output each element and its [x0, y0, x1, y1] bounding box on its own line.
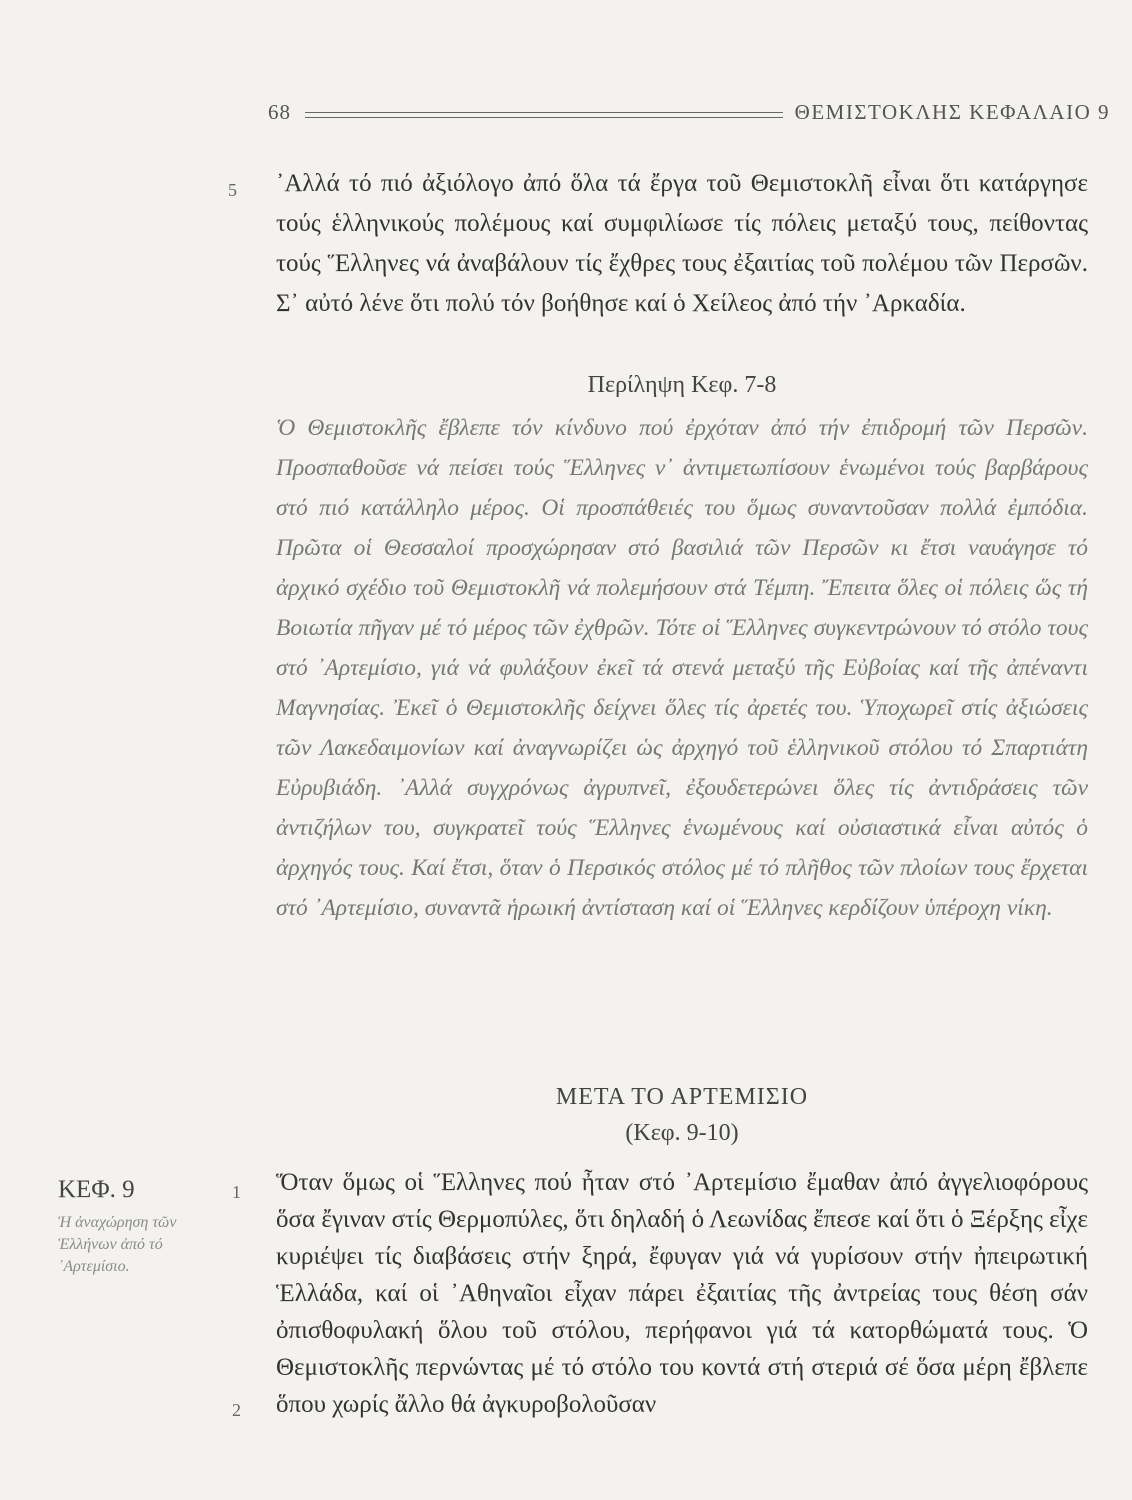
summary-paragraph: Ὁ Θεμιστοκλῆς ἔβλεπε τόν κίνδυνο πού ἐρχόταν ἀπό τήν ἐπιδρομή τῶν Περσῶν. Προσπαθοῦσε νά πείσει τούς Ἕλληνες ν᾿ ἀντιμετωπίσουν ἑνωμένοι τούς βαρβάρους στό πιό κατάλληλο μέρος. Οἱ προσπάθειές του ὅμως συναντοῦσαν πολλά ἐμπόδια. Πρῶτα οἱ Θεσσαλοί προσχώρησαν στό βασιλιά τῶν Περσῶν κι ἔτσι ναυάγησε τό ἀρχικό σχέδιο τοῦ Θεμιστοκλῆ νά πολεμήσουν στά Τέμπη. Ἔπειτα ὅλες οἱ πόλεις ὥς τή Βοιωτία πῆγαν μέ τό μέρος τῶν ἐχθρῶν. Τότε οἱ Ἕλληνες συγκεντρώνουν τό στόλο τους στό ᾿Αρτεμίσιο, γιά νά φυλάξουν ἐκεῖ τά στενά μεταξύ τῆς Εὐβοίας καί τῆς ἀπέναντι Μαγνησίας. Ἐκεῖ ὁ Θεμιστοκλῆς δείχνει ὅλες τίς ἀρετές του. Ὑποχωρεῖ στίς ἀξιώσεις τῶν Λακεδαιμονίων καί ἀναγνωρίζει ὡς ἀρχηγό τοῦ ἑλληνικοῦ στόλου τό Σπαρτιάτη Εὐρυβιάδη. ᾿Αλλά συγχρόνως ἀγρυπνεῖ, ἐξουδετερώνει ὅλες τίς ἀντιδράσεις τῶν ἀντιζήλων του, συγκρατεῖ τούς Ἕλληνες ἑνωμένους καί οὐσιαστικά εἶναι αὐτός ὁ ἀρχηγός τους. Καί ἔτσι, ὅταν ὁ Περσικός στόλος μέ τό πλῆθος τῶν πλοίων τους ἔρχεται στό ᾿Αρτεμίσιο, συναντᾶ ἡρωική ἀντίσταση καί οἱ Ἕλληνες κερδίζουν ὑπέροχη νίκη. — [276, 415, 1088, 921]
margin-chapter-label: ΚΕΦ. 9 — [58, 1176, 135, 1203]
line-number: 1 — [232, 1182, 241, 1202]
section-subtitle: (Κεφ. 9-10) — [625, 1120, 739, 1146]
summary-title: Περίληψη Κεφ. 7-8 — [587, 372, 777, 398]
line-number: 2 — [232, 1400, 241, 1420]
header-double-rule — [305, 112, 783, 118]
page-header — [268, 96, 1110, 128]
section-title: ΜΕΤΑ ΤΟ ΑΡΤΕΜΙΣΙΟ — [555, 1084, 809, 1110]
intro-paragraph: ᾿Αλλά τό πιό ἀξιόλογο ἀπό ὅλα τά ἔργα τοῦ Θεμιστοκλῆ εἶναι ὅτι κατάργησε τούς ἑλληνικούς πολέμους καί συμφιλίωσε τίς πόλεις μεταξύ τους, πείθοντας τούς Ἕλληνες νά ἀναβάλουν τίς ἔχθρες τους ἐξαιτίας τοῦ πολέμου τῶν Περσῶν. Σ᾿ αὐτό λένε ὅτι πολύ τόν βοήθησε καί ὁ Χείλεος ἀπό τήν ᾿Αρκαδία. — [276, 170, 1088, 317]
chapter-paragraph: Ὅταν ὅμως οἱ Ἕλληνες πού ἦταν στό ᾿Αρτεμίσιο ἔμαθαν ἀπό ἀγγελιοφόρους ὅσα ἔγιναν στίς Θερμοπύλες, ὅτι δηλαδή ὁ Λεωνίδας ἔπεσε καί ὅτι ὁ Ξέρξης εἶχε κυριέψει τίς διαβάσεις στήν ξηρά, ἔφυγαν γιά νά γυρίσουν στήν ἠπειρωτική Ἑλλάδα, καί οἱ ᾿Αθηναῖοι εἶχαν πάρει ἐξαιτίας τῆς ἀντρείας τους θέση σάν ὀπισθοφυλακή ὅλου τοῦ στόλου, περήφανοι γιά τά κατορθώματά τους. Ὁ Θεμιστοκλῆς περνώντας μέ τό στόλο του κοντά στή στεριά σέ ὅσα μέρη ἔβλεπε ὅπου χωρίς ἄλλο θά ἀγκυροβολοῦσαν — [276, 1169, 1088, 1418]
margin-note: Ἡ ἀναχώρηση τῶν Ἑλλήνων ἀπό τό ᾿Αρτεμίσιο. — [58, 1214, 177, 1275]
running-title: ΘΕΜΙΣΤΟΚΛΗΣ ΚΕΦΑΛΑΙΟ 9 — [794, 99, 1110, 124]
line-number: 5 — [228, 180, 237, 200]
page-number: 68 — [268, 99, 291, 124]
